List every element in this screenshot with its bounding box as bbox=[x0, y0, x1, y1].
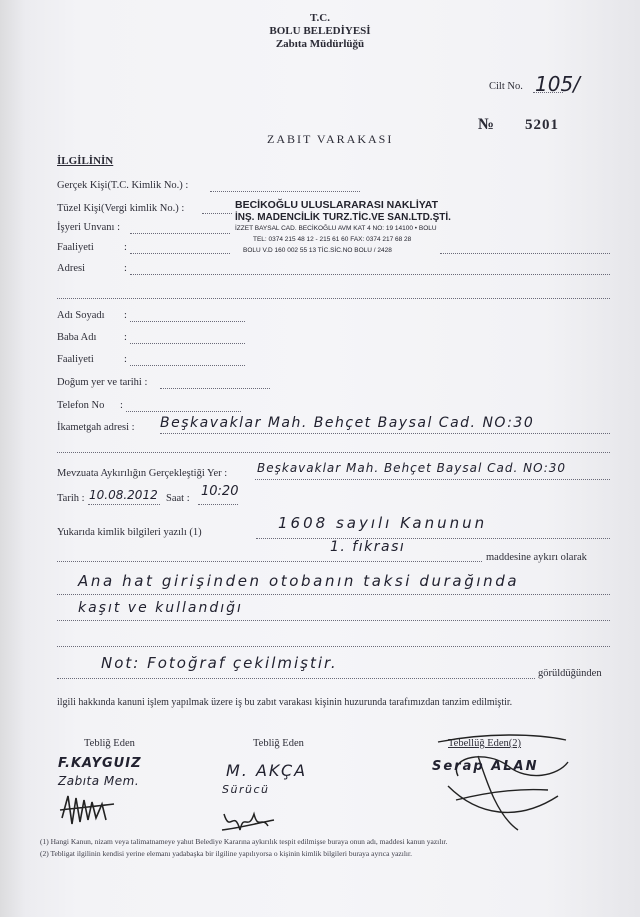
stamp-company-line2: İNŞ. MADENCİLİK TURZ.TİC.VE SAN.LTD.ŞTİ. bbox=[235, 212, 451, 223]
signature-3-name: Serap ALAN bbox=[432, 759, 539, 774]
colon: : bbox=[124, 332, 127, 343]
signature-1-scribble bbox=[58, 790, 118, 830]
signature-3-scribble bbox=[418, 726, 578, 836]
stamp-company-tax: BOLU V.D 160 002 55 13 TİC.SİC.NO BOLU / 2428 bbox=[243, 247, 392, 254]
label-adi-soyadi: Adı Soyadı bbox=[57, 310, 105, 321]
label-mevzuat: Mevzuata Aykırılığın Gerçekleştiği Yer : bbox=[57, 468, 228, 479]
label-saat: Saat : bbox=[166, 493, 190, 504]
handwritten-saat: 10:20 bbox=[201, 484, 239, 499]
number-symbol: № bbox=[478, 116, 495, 133]
colon: : bbox=[124, 354, 127, 365]
signature-1-title: Zabıta Mem. bbox=[58, 774, 140, 788]
handwritten-ikametgah: Beşkavaklar Mah. Behçet Baysal Cad. NO:30 bbox=[160, 415, 535, 431]
colon: : bbox=[124, 310, 127, 321]
stamp-company-address: İZZET BAYSAL CAD. BECİKOĞLU AVM KAT 4 NO: 19 14100 • BOLU bbox=[235, 225, 437, 232]
statement-text: ilgili hakkında kanuni işlem yapılmak üzere iş bu zabıt varakası kişinin huzurunda tarafımızdan tanzim edilmiştir. bbox=[57, 697, 513, 708]
page-title: ZABIT VARAKASI bbox=[267, 132, 394, 146]
handwritten-description-2: kaşıt ve kullandığı bbox=[78, 600, 243, 616]
cilt-value: 105/ bbox=[535, 72, 580, 96]
label-baba-adi: Baba Adı bbox=[57, 332, 97, 343]
stamp-company-phone: TEL: 0374 215 48 12 - 215 61 60 FAX: 0374 217 68 28 bbox=[253, 236, 412, 243]
handwritten-note: Not: Fotoğraf çekilmiştir. bbox=[101, 654, 338, 672]
footnote-1: (1) Hangi Kanun, nizam veya talimatnameye yahut Belediye Kararına aykırılık tespit edilmişse buraya onun adı, maddesi kanun yazılır. bbox=[40, 837, 448, 846]
signature-1-name: F.KAYGUIZ bbox=[58, 756, 142, 771]
label-ikametgah: İkametgah adresi : bbox=[57, 422, 135, 433]
label-faaliyeti: Faaliyeti bbox=[57, 242, 94, 253]
colon: : bbox=[124, 263, 127, 274]
label-teblig-eden-1: Tebliğ Eden bbox=[84, 738, 135, 749]
header-department: Zabıta Müdürlüğü bbox=[275, 38, 365, 50]
label-tebellug-eden: Tebellüğ Eden(2) bbox=[448, 738, 522, 749]
label-faaliyeti2: Faaliyeti bbox=[57, 354, 94, 365]
label-yukarida: Yukarıda kimlik bilgileri yazılı (1) bbox=[57, 527, 202, 538]
cilt-label: Cilt No. bbox=[489, 81, 523, 92]
colon: : bbox=[124, 242, 127, 253]
label-isyeri-unvani: İşyeri Unvanı : bbox=[57, 222, 120, 233]
signature-2-name: M. AKÇA bbox=[226, 761, 308, 780]
label-tuzel-kisi: Tüzel Kişi(Vergi kimlik No.) : bbox=[57, 203, 185, 214]
handwritten-description-1: Ana hat girişinden otobanın taksi durağında bbox=[78, 572, 520, 590]
handwritten-tarih: 10.08.2012 bbox=[89, 488, 158, 502]
label-adresi: Adresi bbox=[57, 263, 85, 274]
signature-2-scribble bbox=[218, 800, 278, 840]
handwritten-madde: 1. fıkrası bbox=[330, 539, 406, 555]
stamp-company-line1: BECİKOĞLU ULUSLARARASI NAKLİYAT bbox=[235, 199, 439, 211]
label-telefon: Telefon No bbox=[57, 400, 105, 411]
header-municipality: BOLU BELEDİYESİ bbox=[269, 25, 371, 37]
signature-2-title: Sürücü bbox=[222, 783, 270, 796]
label-goruldugunden: görüldüğünden bbox=[538, 668, 602, 679]
handwritten-kanun: 1608 sayılı Kanunun bbox=[278, 514, 488, 532]
label-maddesine: maddesine aykırı olarak bbox=[486, 552, 587, 563]
header-tc: T.C. bbox=[310, 12, 330, 24]
label-tarih: Tarih : bbox=[57, 493, 85, 504]
label-teblig-eden-2: Tebliğ Eden bbox=[253, 738, 304, 749]
handwritten-mevzuat: Beşkavaklar Mah. Behçet Baysal Cad. NO:30 bbox=[257, 461, 567, 475]
section-title: İLGİLİNİN bbox=[57, 155, 114, 167]
footnote-2: (2) Tebligat ilgilinin kendisi yerine elemanı yadabaşka bir ilgiline yapılıyorsa o kişinin kimlik bilgileri buraya ayrıca yazılır. bbox=[40, 849, 412, 858]
document-number: 5201 bbox=[525, 117, 559, 133]
colon: : bbox=[120, 400, 123, 411]
label-dogum: Doğum yer ve tarihi : bbox=[57, 377, 148, 388]
label-gercek-kisi: Gerçek Kişi(T.C. Kimlik No.) : bbox=[57, 180, 189, 191]
